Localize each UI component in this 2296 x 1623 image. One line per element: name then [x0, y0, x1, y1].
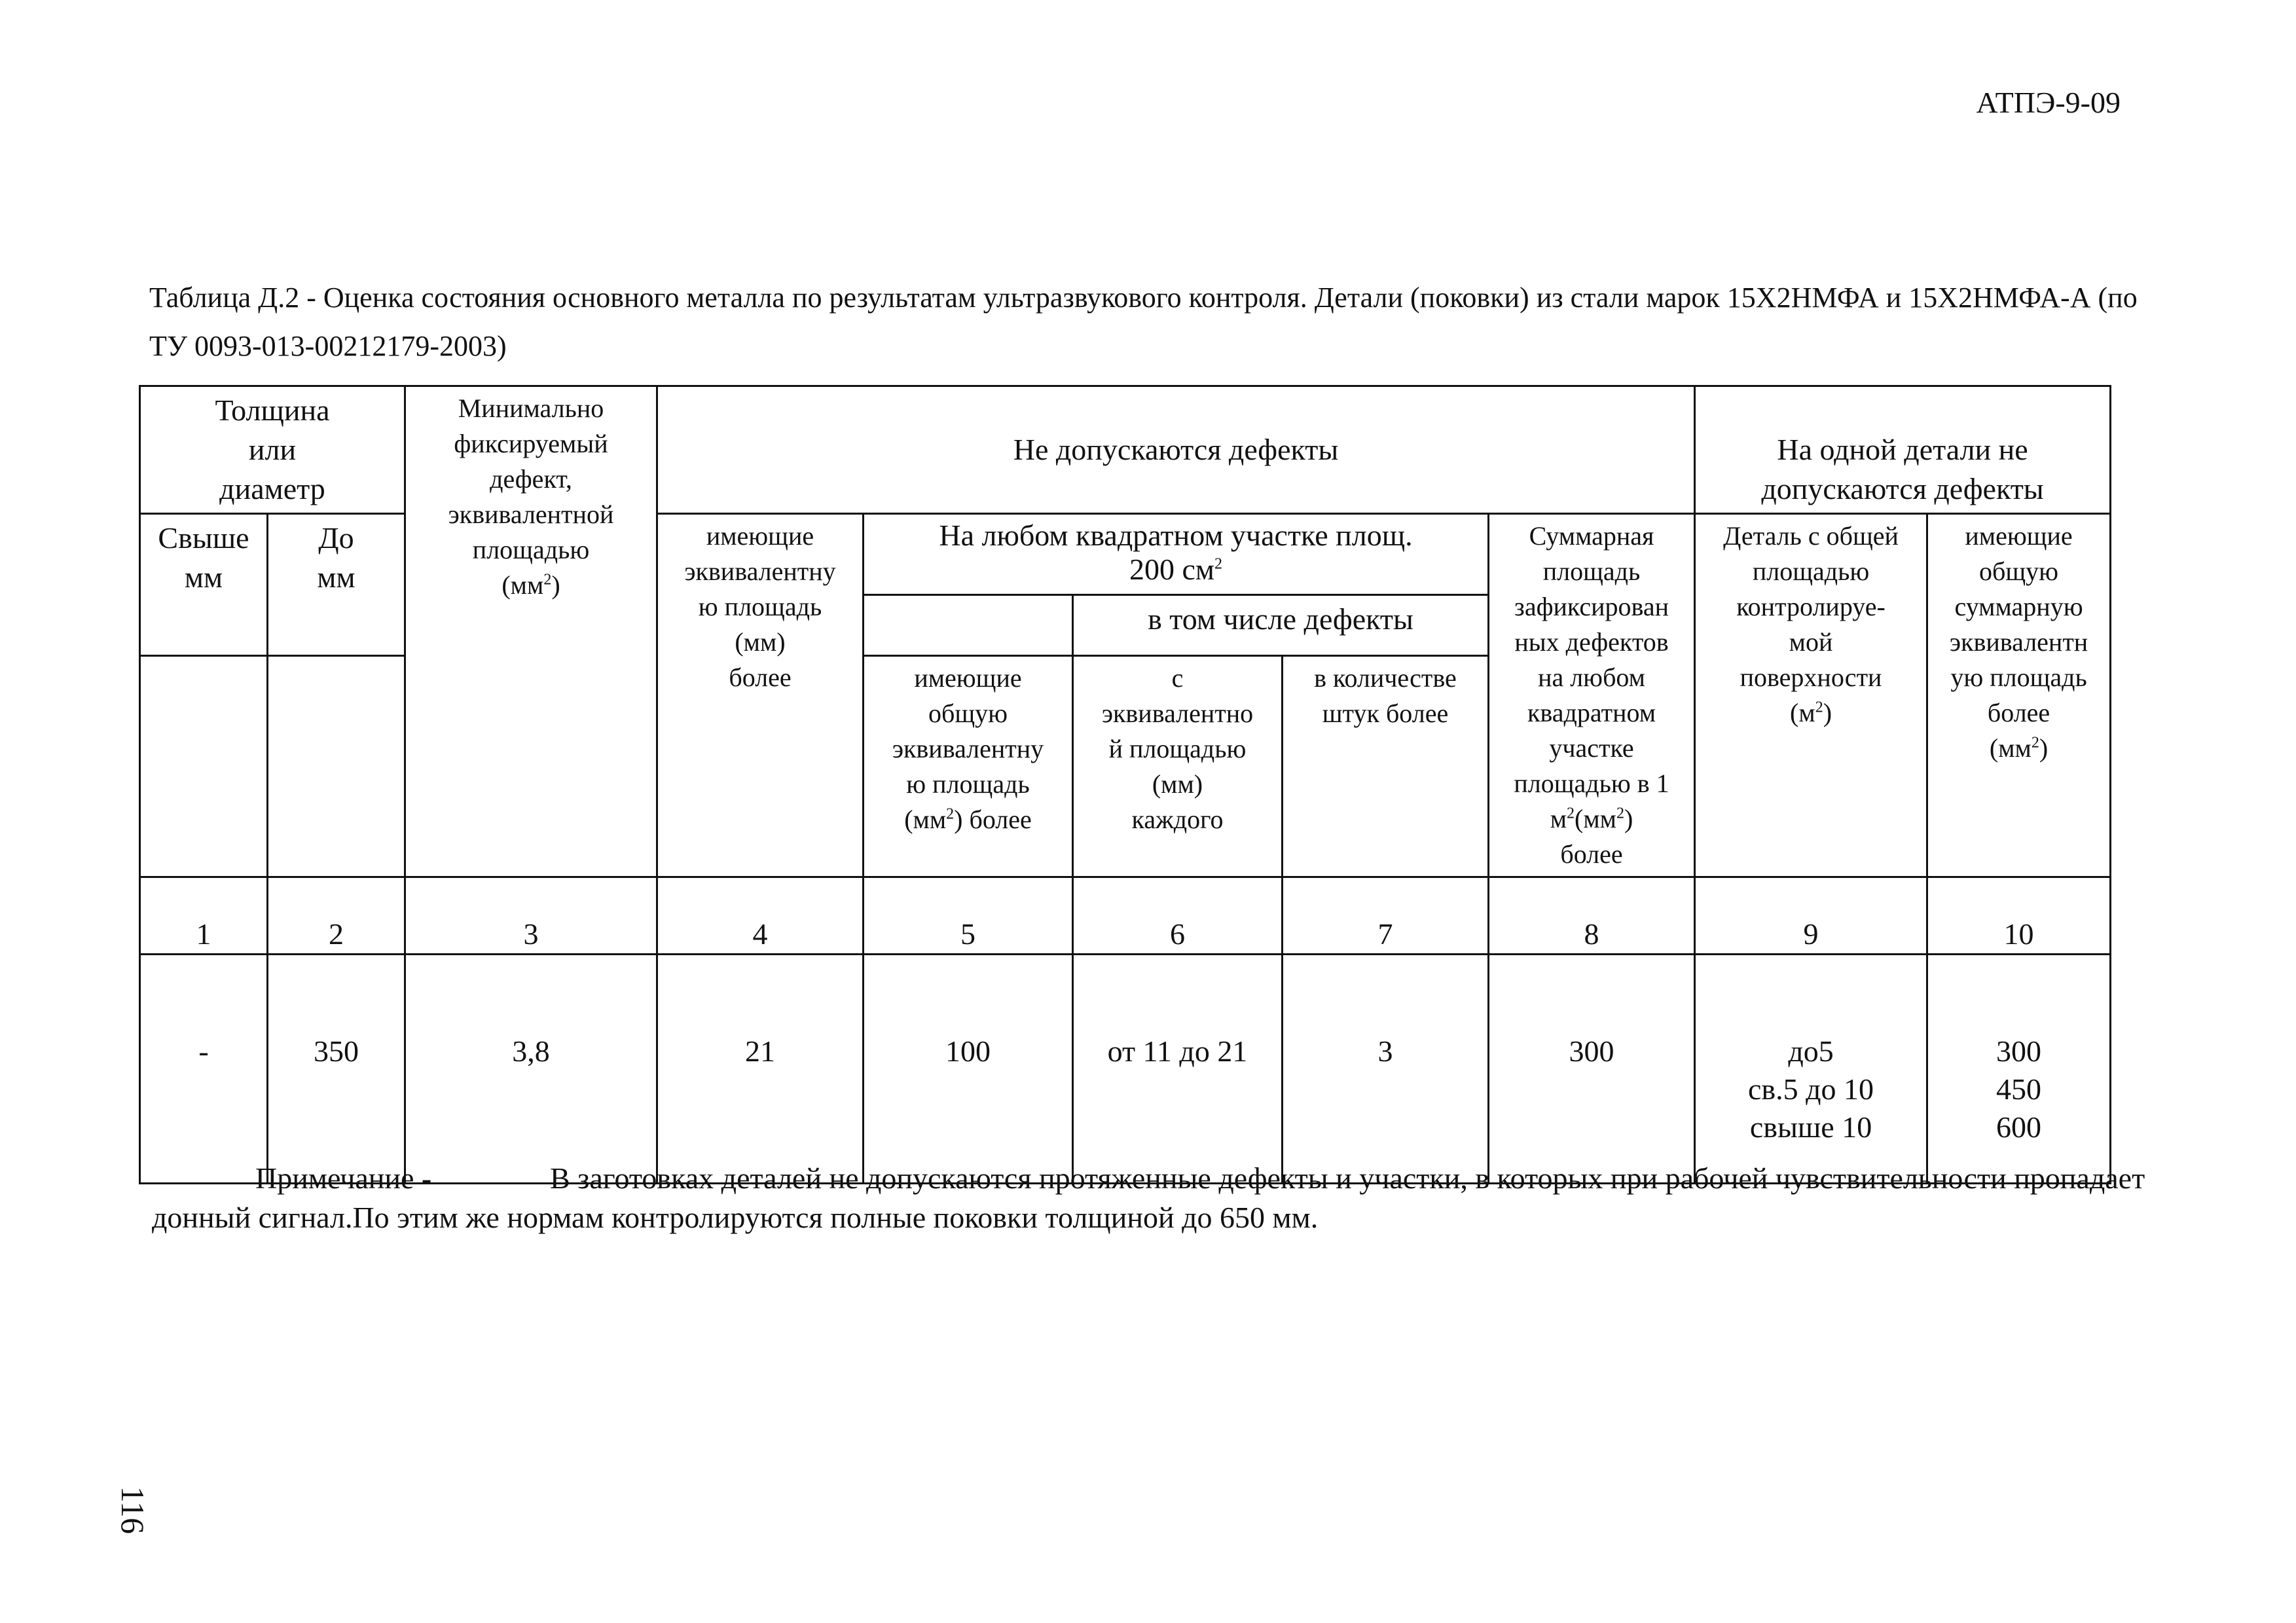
- header-one-part: На одной детали не допускаются дефекты: [1695, 386, 2111, 514]
- cell-each-equiv: от 11 до 21: [1073, 955, 1283, 1184]
- cell-total-equiv: 100: [864, 955, 1073, 1184]
- cell-min-defect: 3,8: [405, 955, 657, 1184]
- header-over-mm: Свыше мм: [140, 514, 268, 656]
- header-any-square: На любом квадратном участке площ. 200 $см^2$: [864, 514, 1489, 595]
- header-total-equiv: имеющие общую эквивалентну ю площадь $(мм^2)$ более: [864, 656, 1073, 877]
- cell-sum-area: 300: [1489, 955, 1695, 1184]
- cell-part-surface: [1695, 955, 1927, 1184]
- total-sum-value: 450: [1996, 1072, 2042, 1106]
- part-surface-range: до5: [1788, 1034, 1834, 1068]
- column-number: 4: [657, 877, 864, 955]
- page-number: 116: [115, 1486, 151, 1535]
- header-sum-area: Суммарная площадь зафиксирован ных дефектов на любом квадратном участке площадью в 1 $м^2(мм^2)$ более: [1489, 514, 1695, 877]
- part-surface-range: свыше 10: [1749, 1110, 1872, 1144]
- cell-count: 3: [1283, 955, 1489, 1184]
- note-label: Примечание -: [255, 1161, 432, 1195]
- header-each-equiv: с эквивалентно й площадью (мм) каждого: [1073, 656, 1283, 877]
- header-blank-cell: [864, 594, 1073, 656]
- header-count: в количестве штук более: [1283, 656, 1489, 877]
- column-number: 2: [268, 877, 405, 955]
- column-number: 3: [405, 877, 657, 955]
- total-sum-value: 300: [1996, 1034, 2042, 1068]
- table-note: [152, 1159, 2168, 1237]
- header-equiv-area: имеющие эквивалентну ю площадь (мм) более: [657, 514, 864, 877]
- header-thickness: Толщина или диаметр: [140, 386, 405, 514]
- header-total-sum: имеющие общую суммарную эквивалентн ую площадь более $(мм^2)$: [1927, 514, 2111, 877]
- header-upto-mm: До мм: [268, 514, 405, 656]
- header-part-surface: Деталь с общей площадью контролируе- мой поверхности $(м^2)$: [1695, 514, 1927, 877]
- header-min-defect: Минимально фиксируемый дефект, эквивалентной площадью $(мм^2)$: [405, 386, 657, 877]
- column-number: 8: [1489, 877, 1695, 955]
- header-not-allowed: Не допускаются дефекты: [657, 386, 1695, 514]
- part-surface-range: св.5 до 10: [1748, 1072, 1874, 1106]
- defects-table: [139, 385, 2111, 1184]
- header-including: в том числе дефекты: [1073, 594, 1489, 656]
- column-number: 1: [140, 877, 268, 955]
- empty-cell: [268, 656, 405, 877]
- table-caption: Таблица Д.2 - Оценка состояния основного металла по результатам ультразвукового контроля. Детали (поковки) из стали марок 15Х2НМФА и 15Х2НМФА-А (по ТУ 0093-013-00212179-2003): [149, 282, 2138, 362]
- defects-table-container: [139, 385, 2109, 1184]
- column-number: 9: [1695, 877, 1927, 955]
- column-number: 5: [864, 877, 1073, 955]
- empty-cell: [140, 656, 268, 877]
- column-number: 7: [1283, 877, 1489, 955]
- note-text: В заготовках деталей не допускаются протяженные дефекты и участки, в которых при рабочей чувствительности пропадает донный сигнал.По этим же нормам контролируются полные поковки толщиной до 650 мм.: [152, 1161, 2145, 1234]
- column-number: 10: [1927, 877, 2111, 955]
- cell-over: -: [140, 955, 268, 1184]
- document-code: АТПЭ-9-09: [1976, 86, 2121, 119]
- cell-total-sum: [1927, 955, 2111, 1184]
- total-sum-value: 600: [1996, 1110, 2042, 1144]
- cell-equiv-area: 21: [657, 955, 864, 1184]
- column-number: 6: [1073, 877, 1283, 955]
- cell-upto: 350: [268, 955, 405, 1184]
- table-row: [140, 955, 2111, 1184]
